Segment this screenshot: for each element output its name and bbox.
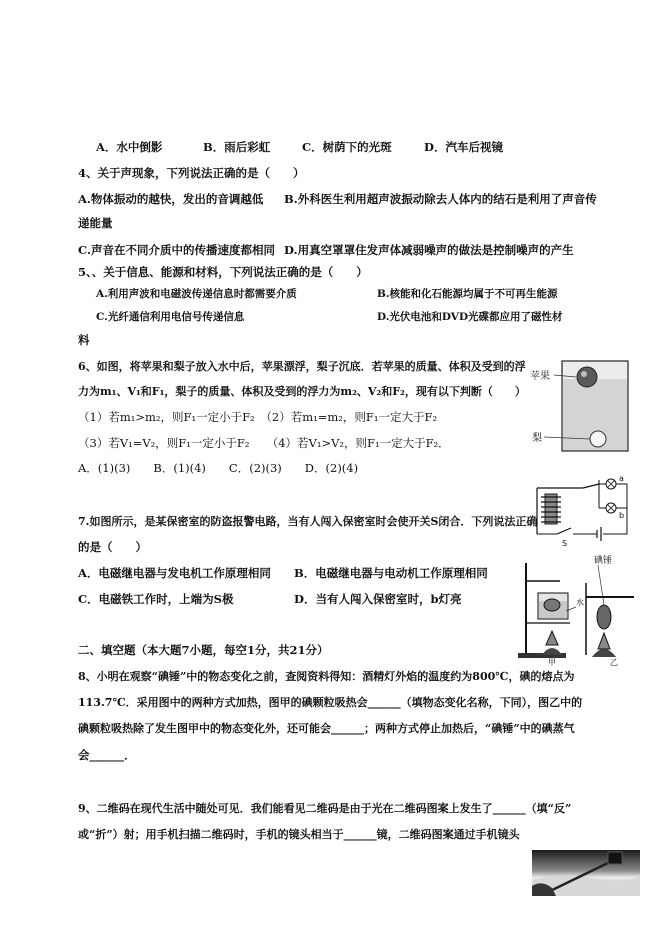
q6-line1: 6、如图，将苹果和梨子放入水中后，苹果漂浮，梨子沉底．若苹果的质量、体积及受到的浮	[78, 360, 526, 373]
flame-icon-a	[546, 631, 558, 645]
q6-judge-1-2: （1）若m₁>m₂，则F₁一定小于F₂ （2）若m₁=m₂，则F₁一定大于F₂	[78, 410, 438, 424]
switch-s-label: S	[562, 539, 568, 548]
iodine-label-line	[598, 565, 604, 605]
q5-option-c: C.光纤通信利用电信号传递信息	[96, 311, 245, 323]
electromagnet-core	[545, 494, 557, 524]
alarm-circuit-figure	[527, 474, 633, 548]
q6-options: A．(1)(3) B．(1)(4) C．(2)(3) D．(2)(4)	[78, 461, 359, 475]
q3-option-b: B．雨后彩虹	[203, 140, 271, 154]
apple-label: 苹果	[530, 371, 550, 382]
alcohol-lamp-b	[592, 649, 616, 657]
section-2-heading: 二、填空题（本大题7小题，每空1分，共21分）	[78, 643, 329, 657]
water-label: 水	[576, 598, 584, 607]
q4-option-b-cont: 递能量	[78, 216, 113, 230]
q5-option-d: D.光伏电池和DVD光碟都应用了磁性材	[377, 311, 563, 323]
q5-option-b: B.核能和化石能源均属于不可再生能源	[377, 288, 558, 300]
flame-icon-b	[598, 633, 610, 649]
q5-option-a: A.利用声波和电磁波传递信息时都需要介质	[96, 288, 297, 300]
battery-icon	[597, 527, 601, 541]
phone-icon	[608, 852, 622, 864]
pear-icon	[590, 431, 606, 447]
iodine-hammer-figure	[514, 553, 640, 666]
q8-line1: 8、小明在观察“碘锤”中的物态变化之前，查阅资料得知：酒精灯外焰的温度约为800℃，碘的熔点为	[78, 670, 575, 683]
q8-line4: 会______．	[78, 748, 136, 762]
switch-s	[557, 528, 571, 534]
q8-line2: 113.7℃．采用图中的两种方式加热，图甲的碘颗粒吸热会______（填物态变化名称，下同），图乙中的	[78, 696, 583, 709]
q7-option-c: C．电磁铁工作时，上端为S极	[78, 592, 234, 606]
apple-highlight	[581, 371, 587, 377]
q7-option-d: D．当有人闯入保密室时，b灯亮	[294, 592, 462, 606]
lamp-b-label: b	[619, 511, 625, 520]
q4-option-b: B.外科医生利用超声波振动除去人体内的结石是利用了声音传	[284, 192, 597, 206]
apple-icon	[577, 367, 597, 387]
contact-arm	[583, 484, 599, 488]
q7-option-a: A．电磁继电器与发电机工作原理相同	[78, 566, 271, 580]
q7-option-b: B．电磁继电器与电动机工作原理相同	[294, 566, 488, 580]
q6-judge-3-4: （3）若V₁=V₂，则F₁一定小于F₂ （4）若V₁>V₂，则F₁一定大于F₂．	[78, 436, 450, 450]
q4-option-c: C.声音在不同介质中的传播速度都相同	[78, 243, 275, 257]
pear-label: 梨	[532, 433, 542, 444]
fig-jia-label: 甲	[548, 658, 556, 666]
iodine-hammer-b	[597, 605, 611, 629]
q7-line1: 7.如图所示，是某保密室的防盗报警电路，当有人闯入保密室时会使开关S闭合．下列说法正确	[78, 515, 538, 528]
q3-option-d: D．汽车后视镜	[424, 140, 503, 154]
q6-line2: 力为m₁、V₁和F₁，梨子的质量、体积及受到的浮力为m₂、V₂和F₂，现有以下判断（ ）	[78, 385, 526, 398]
q4-option-d: D.用真空罩罩住发声体减弱噪声的做法是控制噪声的产生	[284, 243, 574, 257]
lamp-a-label: a	[619, 474, 624, 483]
q5-option-d-cont: 料	[78, 333, 90, 347]
q5-stem: 5、、关于信息、能源和材料，下列说法正确的是（ ）	[78, 265, 368, 279]
q9-line2: 或“折”）射；用手机扫描二维码时，手机的镜头相当于______镜，二维码图案通过手机镜头	[78, 828, 520, 841]
iodine-hammer-label: 碘锤	[594, 556, 613, 566]
alcohol-lamp-a	[542, 648, 562, 655]
q4-option-a: A.物体振动的越快，发出的音调越低	[78, 192, 264, 206]
q8-line3: 碘颗粒吸热除了发生图甲中的物态变化外，还可能会______；两种方式停止加热后，“碘锤”中的碘蒸气	[78, 722, 575, 735]
q7-line2: 的是（ ）	[78, 540, 147, 554]
iodine-hammer-a	[544, 599, 560, 611]
q3-option-a: A．水中倒影	[96, 140, 163, 154]
q9-line1: 9、二维码在现代生活中随处可见．我们能看见二维码是由于光在二维码图案上发生了______（填“反”	[78, 802, 572, 815]
q3-option-c: C．树荫下的光斑	[302, 140, 392, 154]
fig-yi-label: 乙	[610, 658, 618, 666]
apple-pear-figure	[528, 355, 634, 455]
q4-stem: 4、关于声现象，下列说法正确的是（ ）	[78, 166, 305, 180]
selfie-stick-photo	[532, 850, 640, 896]
